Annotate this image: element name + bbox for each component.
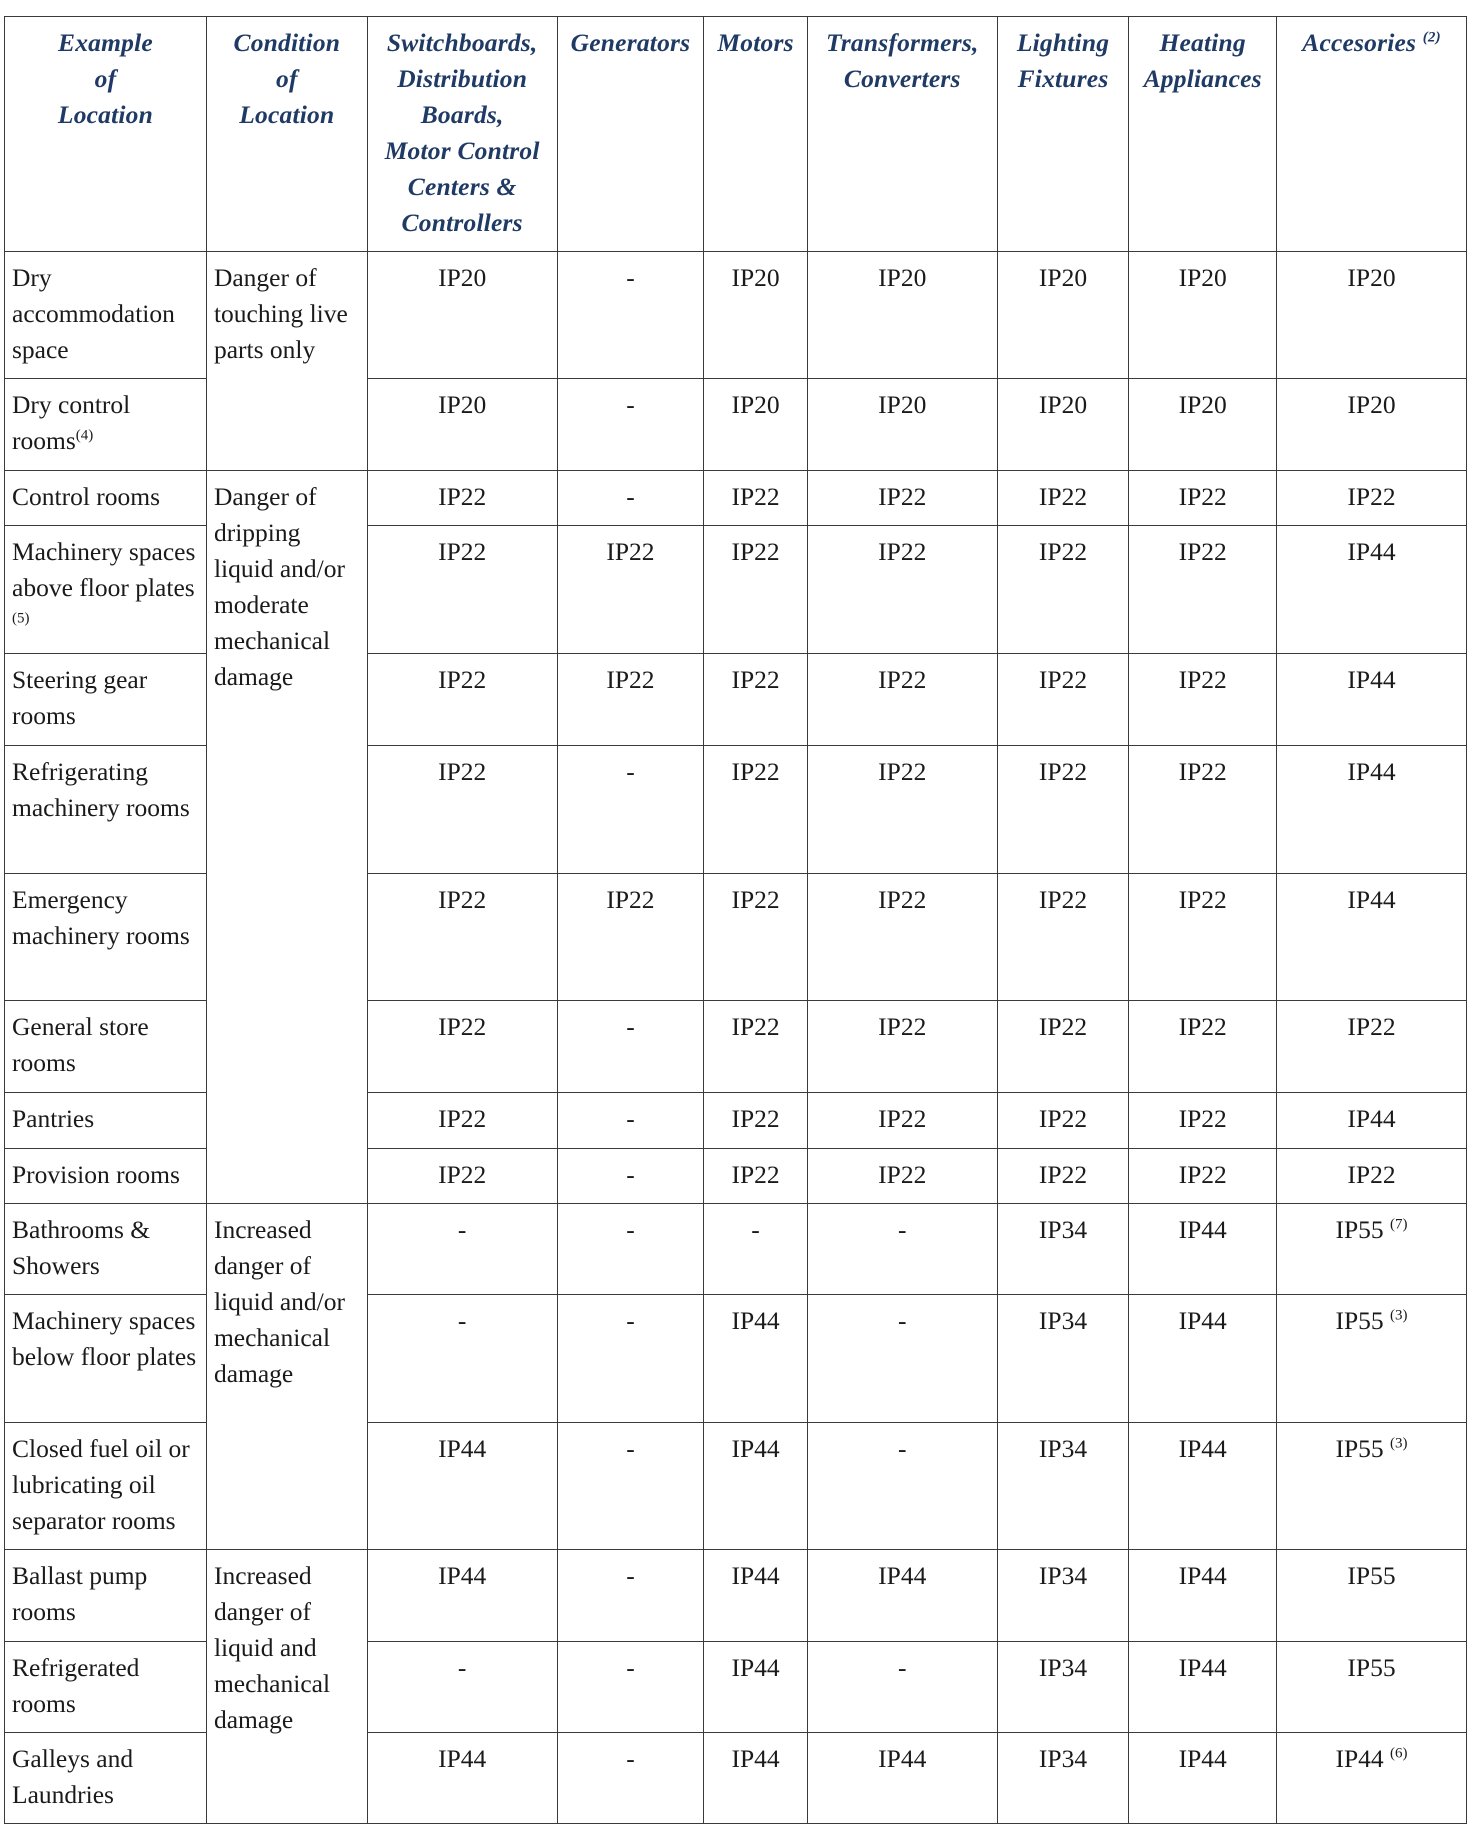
ip-value-cell	[704, 746, 807, 874]
ip-rating: -	[898, 1433, 907, 1463]
ip-rating: IP22	[731, 665, 780, 695]
ip-value-cell	[367, 1093, 557, 1148]
ip-value-cell	[557, 1294, 704, 1422]
ip-rating: -	[626, 263, 635, 292]
ip-value-cell	[997, 1732, 1129, 1823]
ip-rating: IP22	[1347, 1159, 1396, 1189]
location-text: Bathrooms & Showers	[12, 1214, 151, 1280]
ip-value-cell	[997, 252, 1129, 379]
ip-rating: -	[626, 390, 635, 420]
ip-value-cell	[367, 1732, 557, 1823]
ip-value-cell	[1277, 1001, 1467, 1093]
ip-rating: IP44	[1347, 1104, 1396, 1134]
ip-rating: IP44	[1178, 1305, 1227, 1335]
ip-rating: IP20	[1178, 263, 1227, 292]
ip-value-cell	[807, 1641, 997, 1732]
header-motors: Motors	[704, 17, 807, 252]
ip-rating: IP20	[1178, 390, 1227, 420]
header-generators: Generators	[557, 17, 704, 252]
ip-rating: IP22	[1038, 665, 1088, 695]
location-cell	[5, 654, 207, 746]
location-cell	[5, 1422, 207, 1549]
ip-value-cell	[997, 1148, 1129, 1203]
ip-rating: IP20	[1347, 390, 1396, 420]
ip-rating: IP44	[1347, 665, 1396, 695]
ip-rating: -	[626, 1743, 635, 1773]
ip-rating: IP22	[1347, 482, 1396, 512]
location-cell	[5, 526, 207, 654]
ip-value-cell	[1129, 1001, 1277, 1093]
ip-rating: IP22	[438, 537, 487, 567]
ip-value-cell	[1129, 1148, 1277, 1203]
footnote-ref: (5)	[12, 610, 30, 627]
ip-rating: IP22	[1178, 1104, 1227, 1134]
ip-value-cell	[704, 1641, 807, 1732]
ip-value-cell	[1129, 1732, 1277, 1823]
header-heating-appliances: Heating Appliances	[1129, 17, 1277, 252]
ip-rating: -	[626, 757, 635, 787]
ip-rating: IP22	[878, 885, 927, 915]
ip-rating: IP22	[878, 1104, 927, 1134]
location-text: Dry control rooms	[12, 390, 131, 456]
ip-value-cell	[1129, 1641, 1277, 1732]
ip-rating: IP20	[878, 263, 927, 292]
ip-value-cell	[704, 1294, 807, 1422]
ip-rating: -	[898, 1214, 907, 1244]
ip-value-cell	[557, 526, 704, 654]
ip-value-cell	[704, 1549, 807, 1641]
location-cell	[5, 379, 207, 471]
location-text: Ballast pump rooms	[12, 1560, 148, 1626]
ip-value-cell	[997, 874, 1129, 1001]
location-cell	[5, 1732, 207, 1823]
ip-rating: IP22	[1178, 1012, 1227, 1042]
ip-rating: IP22	[1038, 1104, 1088, 1134]
ip-value-cell	[807, 1549, 997, 1641]
ip-rating: -	[626, 1305, 635, 1335]
ip-value-cell	[367, 526, 557, 654]
ip-rating: IP22	[606, 537, 655, 567]
ip-rating: -	[626, 1012, 635, 1042]
ip-rating: IP44	[438, 1560, 487, 1590]
ip-rating: IP20	[1347, 263, 1396, 292]
ip-value-cell	[807, 471, 997, 526]
ip-rating: IP44	[878, 1560, 927, 1590]
ip-rating: IP44	[1178, 1560, 1227, 1590]
ip-value-cell	[807, 746, 997, 874]
ip-value-cell	[367, 1203, 557, 1294]
ip-value-cell	[557, 654, 704, 746]
ip-rating: -	[751, 1214, 760, 1244]
ip-value-cell	[557, 1732, 704, 1823]
ip-rating: IP44	[438, 1433, 487, 1463]
ip-value-cell	[807, 1732, 997, 1823]
location-cell	[5, 1641, 207, 1732]
ip-value-cell	[1129, 379, 1277, 471]
ip-rating: IP22	[606, 885, 655, 915]
ip-value-cell	[704, 1093, 807, 1148]
ip-value-cell	[1277, 1093, 1467, 1148]
ip-value-cell	[1277, 1422, 1467, 1549]
ip-rating: IP22	[1038, 1012, 1088, 1042]
ip-value-cell	[997, 1294, 1129, 1422]
ip-rating: IP34	[1038, 1652, 1088, 1682]
ip-value-cell	[807, 654, 997, 746]
ip-value-cell	[704, 1001, 807, 1093]
location-text: Steering gear rooms	[12, 665, 148, 731]
ip-value-cell	[1277, 1641, 1467, 1732]
location-text: Refrigerated rooms	[12, 1652, 140, 1718]
ip-value-cell	[367, 1294, 557, 1422]
ip-rating: IP22	[438, 757, 487, 787]
ip-value-cell	[807, 874, 997, 1001]
ip-rating: IP22	[731, 482, 780, 512]
ip-rating: -	[626, 1159, 635, 1189]
ip-rating: IP22	[1038, 537, 1088, 567]
ip-rating: IP22	[731, 537, 780, 567]
ip-value-cell	[997, 1641, 1129, 1732]
ip-rating: IP22	[731, 885, 780, 915]
ip-protection-table	[4, 16, 1467, 1824]
ip-value-cell	[557, 1422, 704, 1549]
ip-rating: IP22	[1178, 885, 1227, 915]
ip-rating: IP55	[1347, 1560, 1396, 1590]
ip-value-cell	[807, 1093, 997, 1148]
ip-value-cell	[1277, 1549, 1467, 1641]
ip-value-cell	[1129, 1294, 1277, 1422]
ip-value-cell	[997, 1422, 1129, 1549]
ip-value-cell	[557, 1001, 704, 1093]
ip-rating: -	[626, 1560, 635, 1590]
ip-rating: IP22	[1178, 537, 1227, 567]
location-cell	[5, 746, 207, 874]
footnote-ref: (2)	[1422, 29, 1441, 46]
ip-rating: IP44	[1335, 1743, 1384, 1773]
footnote-ref: (4)	[75, 427, 94, 444]
ip-rating: IP22	[731, 1104, 780, 1134]
ip-rating: IP22	[878, 757, 927, 787]
ip-value-cell	[704, 252, 807, 379]
ip-value-cell	[704, 654, 807, 746]
ip-value-cell	[807, 1001, 997, 1093]
footnote-ref: (6)	[1390, 1745, 1408, 1762]
location-text: Emergency machinery rooms	[12, 885, 190, 951]
ip-value-cell	[557, 471, 704, 526]
ip-value-cell	[367, 252, 557, 379]
ip-rating: IP22	[438, 665, 487, 695]
ip-rating: IP44	[731, 1560, 780, 1590]
ip-rating: IP20	[731, 263, 780, 292]
ip-value-cell	[367, 1549, 557, 1641]
ip-value-cell	[1129, 874, 1277, 1001]
ip-rating: IP22	[438, 1012, 487, 1042]
ip-rating: IP34	[1038, 1214, 1088, 1244]
ip-rating: IP22	[438, 482, 487, 512]
ip-rating: IP44	[1178, 1743, 1227, 1773]
ip-value-cell	[1277, 1203, 1467, 1294]
ip-rating: IP22	[731, 1159, 780, 1189]
ip-rating: -	[898, 1305, 907, 1335]
ip-rating: -	[898, 1652, 907, 1682]
ip-rating: IP44	[1178, 1433, 1227, 1463]
ip-rating: IP22	[606, 665, 655, 695]
header-example-of-location: Example of Location	[5, 17, 207, 252]
location-text: Refrigerating machinery rooms	[12, 757, 190, 823]
location-text: Galleys and Laundries	[12, 1743, 134, 1809]
ip-value-cell	[997, 1093, 1129, 1148]
table-row	[5, 1549, 1467, 1641]
ip-rating: IP22	[1038, 885, 1088, 915]
ip-rating: -	[626, 482, 635, 512]
ip-value-cell	[704, 1422, 807, 1549]
ip-value-cell	[557, 874, 704, 1001]
ip-value-cell	[704, 874, 807, 1001]
location-cell	[5, 874, 207, 1001]
location-text: Machinery spaces above floor plates	[12, 537, 196, 603]
location-text: General store rooms	[12, 1012, 149, 1078]
ip-rating: IP20	[438, 390, 487, 420]
ip-rating: IP22	[878, 482, 927, 512]
ip-value-cell	[1277, 654, 1467, 746]
ip-value-cell	[367, 379, 557, 471]
ip-rating: IP20	[731, 390, 780, 420]
ip-rating: -	[457, 1214, 467, 1244]
table-row	[5, 471, 1467, 526]
table-row	[5, 1203, 1467, 1294]
location-cell	[5, 471, 207, 526]
ip-rating: IP44	[1347, 537, 1396, 567]
location-cell	[5, 252, 207, 379]
ip-value-cell	[1277, 746, 1467, 874]
ip-value-cell	[557, 379, 704, 471]
ip-value-cell	[997, 1001, 1129, 1093]
location-text: Provision rooms	[12, 1159, 180, 1189]
ip-value-cell	[704, 526, 807, 654]
ip-value-cell	[1277, 526, 1467, 654]
ip-value-cell	[807, 1422, 997, 1549]
ip-value-cell	[704, 379, 807, 471]
ip-rating: IP22	[438, 1104, 487, 1134]
ip-value-cell	[807, 1148, 997, 1203]
location-text: Dry accommodation space	[12, 263, 175, 364]
ip-value-cell	[807, 379, 997, 471]
ip-value-cell	[557, 1093, 704, 1148]
ip-rating: IP44	[878, 1743, 927, 1773]
condition-cell: Increased danger of liquid and mechanical damage	[206, 1549, 367, 1823]
ip-rating: IP22	[1347, 1012, 1396, 1042]
ip-rating: IP22	[1178, 757, 1227, 787]
ip-value-cell	[1277, 1294, 1467, 1422]
ip-value-cell	[704, 1203, 807, 1294]
ip-rating: IP44	[1347, 885, 1396, 915]
ip-value-cell	[807, 1294, 997, 1422]
condition-cell: Increased danger of liquid and/or mechanical damage	[206, 1203, 367, 1549]
location-text: Control rooms	[12, 482, 161, 512]
ip-rating: IP44	[731, 1305, 780, 1335]
ip-rating: IP20	[1038, 263, 1088, 292]
ip-value-cell	[997, 471, 1129, 526]
ip-value-cell	[1129, 1093, 1277, 1148]
ip-value-cell	[557, 746, 704, 874]
ip-rating: IP34	[1038, 1560, 1088, 1590]
table-row	[5, 252, 1467, 379]
ip-rating: IP34	[1038, 1743, 1088, 1773]
ip-value-cell	[807, 252, 997, 379]
ip-value-cell	[1129, 1422, 1277, 1549]
ip-value-cell	[557, 1641, 704, 1732]
ip-rating: -	[626, 1652, 635, 1682]
footnote-ref: (3)	[1390, 1435, 1408, 1452]
ip-rating: IP22	[1038, 757, 1088, 787]
ip-value-cell	[367, 471, 557, 526]
ip-rating: IP44	[1347, 757, 1396, 787]
ip-value-cell	[1277, 471, 1467, 526]
ip-value-cell	[367, 746, 557, 874]
ip-value-cell	[1129, 1203, 1277, 1294]
ip-rating: IP22	[878, 1159, 927, 1189]
ip-value-cell	[1129, 471, 1277, 526]
ip-rating: IP44	[438, 1743, 487, 1773]
ip-rating: IP55	[1335, 1305, 1384, 1335]
location-cell	[5, 1093, 207, 1148]
ip-rating: IP22	[731, 1012, 780, 1042]
location-cell	[5, 1549, 207, 1641]
ip-rating: IP22	[878, 665, 927, 695]
ip-rating: IP22	[1178, 665, 1227, 695]
ip-value-cell	[1277, 1148, 1467, 1203]
location-text: Closed fuel oil or lubricating oil separator rooms	[12, 1433, 190, 1535]
ip-value-cell	[807, 1203, 997, 1294]
header-lighting-fixtures: Lighting Fixtures	[997, 17, 1129, 252]
location-cell	[5, 1294, 207, 1422]
ip-rating: IP22	[438, 1159, 487, 1189]
ip-value-cell	[1129, 526, 1277, 654]
ip-value-cell	[1277, 1732, 1467, 1823]
table-body	[5, 252, 1467, 1824]
ip-value-cell	[704, 471, 807, 526]
ip-value-cell	[557, 252, 704, 379]
ip-rating: -	[626, 1214, 635, 1244]
ip-rating: IP20	[438, 263, 487, 292]
ip-value-cell	[367, 1641, 557, 1732]
ip-value-cell	[367, 654, 557, 746]
condition-cell: Danger of dripping liquid and/or moderate mechanical damage	[206, 471, 367, 1203]
ip-rating: IP44	[731, 1743, 780, 1773]
ip-rating: -	[457, 1652, 467, 1682]
ip-value-cell	[704, 1732, 807, 1823]
ip-value-cell	[367, 1001, 557, 1093]
ip-rating: IP55	[1347, 1652, 1396, 1682]
location-cell	[5, 1203, 207, 1294]
header-accesories: Accesories $^{(2)}$	[1277, 17, 1467, 252]
location-cell	[5, 1001, 207, 1093]
ip-rating: IP55	[1335, 1214, 1384, 1244]
ip-rating: IP22	[878, 1012, 927, 1042]
header-condition-of-location: Condition of Location	[206, 17, 367, 252]
ip-rating: IP55	[1335, 1433, 1384, 1463]
ip-value-cell	[557, 1549, 704, 1641]
ip-value-cell	[1129, 1549, 1277, 1641]
ip-value-cell	[1277, 252, 1467, 379]
ip-rating: -	[626, 1433, 635, 1463]
ip-rating: -	[626, 1104, 635, 1134]
ip-rating: IP44	[1178, 1652, 1227, 1682]
ip-value-cell	[997, 654, 1129, 746]
header-transformers: Transformers, Converters	[807, 17, 997, 252]
ip-value-cell	[704, 1148, 807, 1203]
ip-rating: IP34	[1038, 1305, 1088, 1335]
ip-rating: IP22	[878, 537, 927, 567]
ip-value-cell	[997, 1549, 1129, 1641]
footnote-ref: (3)	[1390, 1307, 1408, 1324]
ip-rating: IP20	[878, 390, 927, 420]
condition-cell: Danger of touching live parts only	[206, 252, 367, 471]
ip-value-cell	[1277, 874, 1467, 1001]
header-switchboards: Switchboards, Distribution Boards, Motor Control Centers & Controllers	[367, 17, 557, 252]
ip-value-cell	[997, 746, 1129, 874]
ip-rating: IP22	[1178, 1159, 1227, 1189]
ip-rating: -	[457, 1305, 467, 1335]
ip-rating: IP44	[731, 1652, 780, 1682]
ip-rating: IP22	[1038, 482, 1088, 512]
ip-value-cell	[997, 526, 1129, 654]
ip-value-cell	[367, 874, 557, 1001]
ip-rating: IP44	[1178, 1214, 1227, 1244]
ip-value-cell	[997, 1203, 1129, 1294]
ip-rating: IP20	[1038, 390, 1088, 420]
ip-rating: IP22	[731, 757, 780, 787]
ip-value-cell	[557, 1203, 704, 1294]
ip-value-cell	[1277, 379, 1467, 471]
ip-value-cell	[1129, 746, 1277, 874]
ip-rating: IP22	[1038, 1159, 1088, 1189]
ip-rating: IP34	[1038, 1433, 1088, 1463]
ip-value-cell	[557, 1148, 704, 1203]
ip-value-cell	[1129, 654, 1277, 746]
ip-value-cell	[997, 379, 1129, 471]
location-cell	[5, 1148, 207, 1203]
ip-value-cell	[367, 1148, 557, 1203]
ip-rating: IP22	[1178, 482, 1227, 512]
header-row	[5, 17, 1467, 252]
ip-value-cell	[1129, 252, 1277, 379]
footnote-ref: (7)	[1390, 1216, 1408, 1233]
location-text: Machinery spaces below floor plates	[12, 1305, 197, 1371]
location-text: Pantries	[12, 1104, 95, 1134]
ip-value-cell	[367, 1422, 557, 1549]
ip-rating: IP22	[438, 885, 487, 915]
ip-rating: IP44	[731, 1433, 780, 1463]
ip-value-cell	[807, 526, 997, 654]
